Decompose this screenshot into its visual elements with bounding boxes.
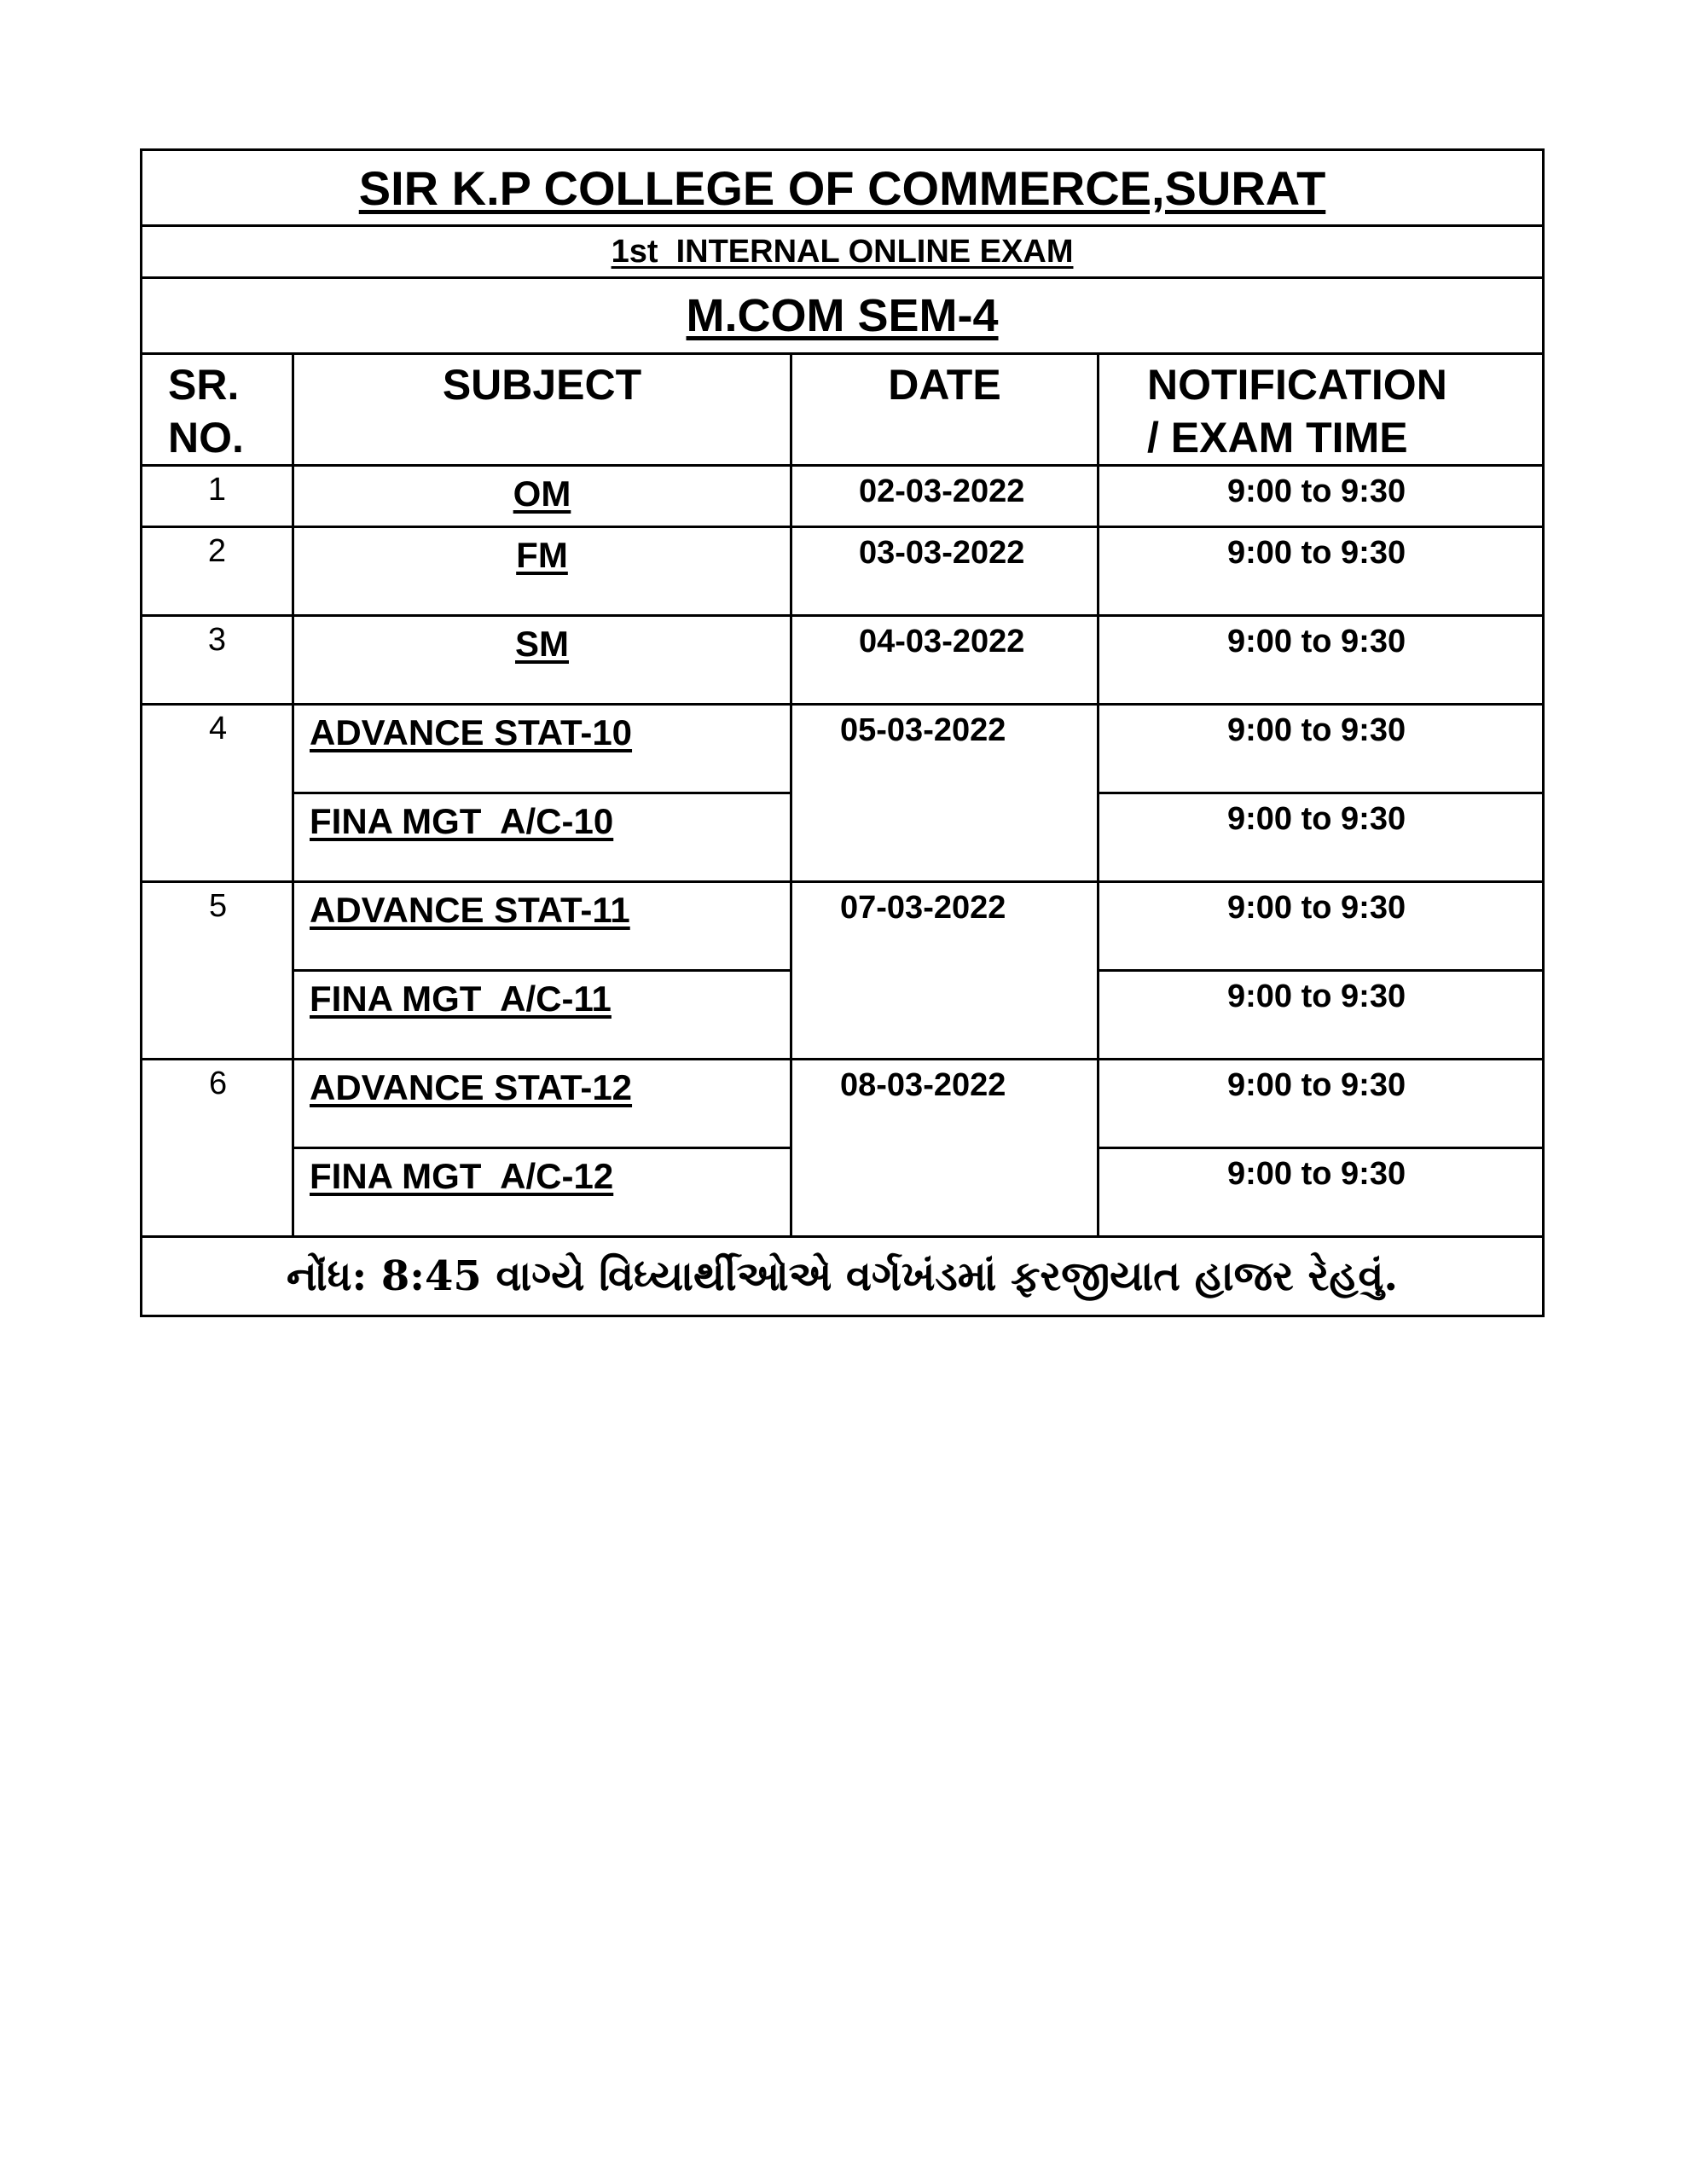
- table-row: [142, 705, 1544, 793]
- exam-timetable: [140, 148, 1545, 1317]
- exam-title-cell: [142, 226, 1544, 278]
- table-row: [142, 527, 1544, 616]
- table-row: [142, 466, 1544, 527]
- subject-cell: [293, 1148, 791, 1237]
- exam-time: 9:00 to 9:30: [1099, 527, 1544, 616]
- exam-time: 9:00 to 9:30: [1099, 1148, 1544, 1237]
- sr-no: 4: [142, 705, 293, 882]
- header-row: [142, 354, 1544, 466]
- exam-date: 04-03-2022: [791, 616, 1099, 705]
- exam-time: 9:00 to 9:30: [1099, 971, 1544, 1060]
- subject-cell: [293, 971, 791, 1060]
- header-subject: SUBJECT: [293, 354, 791, 466]
- exam-date: 08-03-2022: [791, 1060, 1099, 1237]
- subject: SM: [515, 624, 569, 664]
- header-date: DATE: [791, 354, 1099, 466]
- exam-title: 1st INTERNAL ONLINE EXAM: [611, 233, 1074, 270]
- header-sr-no: SR. NO.: [142, 354, 293, 466]
- subject-cell: [293, 1060, 791, 1148]
- subject: ADVANCE STAT-11: [310, 890, 630, 930]
- subject: OM: [513, 473, 571, 514]
- table-row: [142, 1060, 1544, 1148]
- table-row: [142, 616, 1544, 705]
- sr-no: 6: [142, 1060, 293, 1237]
- sr-no: 2: [142, 527, 293, 616]
- exam-date: 03-03-2022: [791, 527, 1099, 616]
- table-row: [142, 882, 1544, 971]
- semester-title: M.COM SEM-4: [686, 290, 999, 341]
- subject: FM: [516, 535, 568, 575]
- college-title: SIR K.P COLLEGE OF COMMERCE,SURAT: [358, 160, 1326, 215]
- attendance-note: નોંધ: 8:45 વાગ્યે વિધ્યાર્થીઓએ વર્ગખંડમાં ફરજીયાત હાજર રેહવું.: [286, 1252, 1399, 1300]
- subject: FINA MGT A/C-10: [310, 801, 614, 841]
- college-title-cell: [142, 150, 1544, 226]
- subject: ADVANCE STAT-10: [310, 712, 633, 752]
- exam-date: 02-03-2022: [791, 466, 1099, 527]
- exam-time: 9:00 to 9:30: [1099, 466, 1544, 527]
- subject-cell: [293, 527, 791, 616]
- subject: FINA MGT A/C-12: [310, 1156, 614, 1196]
- exam-time: 9:00 to 9:30: [1099, 793, 1544, 882]
- subject-cell: [293, 793, 791, 882]
- subject: FINA MGT A/C-11: [310, 979, 612, 1019]
- subject-cell: [293, 705, 791, 793]
- header-exam-time: NOTIFICATION / EXAM TIME: [1099, 354, 1544, 466]
- exam-time: 9:00 to 9:30: [1099, 616, 1544, 705]
- sr-no: 5: [142, 882, 293, 1060]
- exam-date: 05-03-2022: [791, 705, 1099, 882]
- subject-cell: [293, 882, 791, 971]
- subject-cell: [293, 616, 791, 705]
- exam-date: 07-03-2022: [791, 882, 1099, 1060]
- sr-no: 3: [142, 616, 293, 705]
- semester-title-cell: [142, 278, 1544, 354]
- attendance-note-cell: [142, 1237, 1544, 1316]
- exam-time: 9:00 to 9:30: [1099, 882, 1544, 971]
- sr-no: 1: [142, 466, 293, 527]
- exam-time: 9:00 to 9:30: [1099, 1060, 1544, 1148]
- subject-cell: [293, 466, 791, 527]
- subject: ADVANCE STAT-12: [310, 1067, 633, 1107]
- exam-time: 9:00 to 9:30: [1099, 705, 1544, 793]
